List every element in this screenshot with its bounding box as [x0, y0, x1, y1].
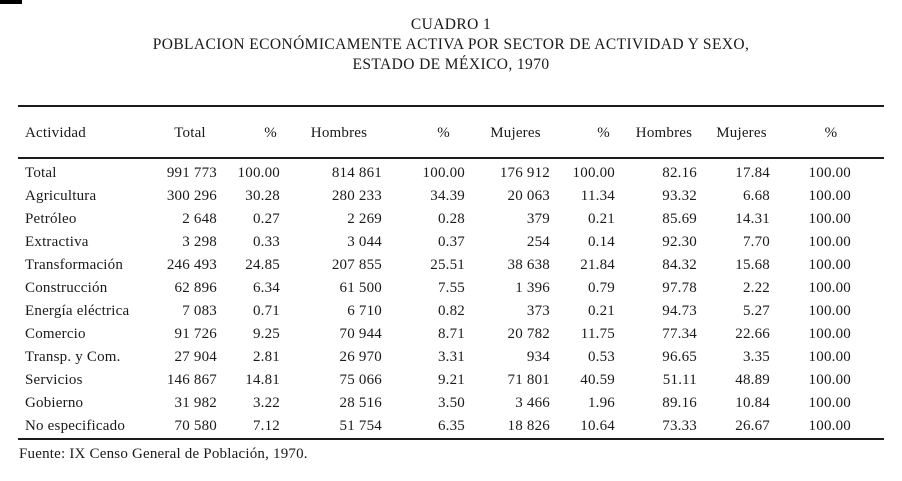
table-row — [18, 162, 884, 185]
value-cell: 20 063 — [507, 188, 550, 204]
statistics-table — [18, 105, 884, 440]
table-row — [18, 369, 884, 392]
value-cell: 100.00 — [808, 303, 851, 319]
value-cell: 991 773 — [166, 165, 217, 181]
value-cell: 40.59 — [580, 372, 615, 388]
value-cell: 100.00 — [808, 372, 851, 388]
value-cell: 3.31 — [437, 349, 465, 365]
value-cell: 11.34 — [580, 188, 615, 204]
value-cell: 2 269 — [347, 211, 382, 227]
value-cell: 3 044 — [347, 234, 382, 250]
value-cell: 100.00 — [808, 349, 851, 365]
value-cell: 2.81 — [252, 349, 280, 365]
value-cell: 100.00 — [808, 234, 851, 250]
value-cell: 0.28 — [437, 211, 465, 227]
value-cell: 379 — [526, 211, 550, 227]
activity-cell: Construcción — [25, 280, 108, 296]
value-cell: 61 500 — [339, 280, 382, 296]
value-cell: 0.21 — [587, 211, 615, 227]
table-row — [18, 231, 884, 254]
value-cell: 6.35 — [437, 418, 465, 434]
value-cell: 77.34 — [662, 326, 697, 342]
source-note: Fuente: IX Censo General de Población, 1970. — [19, 446, 308, 462]
value-cell: 31 982 — [174, 395, 217, 411]
value-cell: 48.89 — [735, 372, 770, 388]
value-cell: 176 912 — [499, 165, 550, 181]
value-cell: 14.31 — [735, 211, 770, 227]
value-cell: 100.00 — [808, 418, 851, 434]
value-cell: 6 710 — [347, 303, 382, 319]
value-cell: 96.65 — [662, 349, 697, 365]
value-cell: 75 066 — [339, 372, 382, 388]
value-cell: 30.28 — [245, 188, 280, 204]
title-line-1: CUADRO 1 — [410, 16, 492, 33]
value-cell: 1.96 — [587, 395, 615, 411]
value-cell: 100.00 — [422, 165, 465, 181]
value-cell: 6.68 — [742, 188, 770, 204]
value-cell: 15.68 — [735, 257, 770, 273]
value-cell: 2 648 — [182, 211, 217, 227]
activity-cell: Agricultura — [25, 188, 97, 204]
value-cell: 51 754 — [339, 418, 382, 434]
value-cell: 82.16 — [662, 165, 697, 181]
value-cell: 100.00 — [808, 280, 851, 296]
value-cell: 8.71 — [437, 326, 465, 342]
col-header-total: Total — [155, 106, 225, 158]
value-cell: 26 970 — [339, 349, 382, 365]
activity-cell: Transformación — [25, 257, 124, 273]
activity-cell: No especificado — [25, 418, 126, 434]
value-cell: 0.79 — [587, 280, 615, 296]
value-cell: 0.37 — [437, 234, 465, 250]
value-cell: 100.00 — [808, 188, 851, 204]
value-cell: 17.84 — [735, 165, 770, 181]
value-cell: 11.75 — [580, 326, 615, 342]
table-row — [18, 323, 884, 346]
table-row — [18, 415, 884, 439]
col-header-pct-row: % — [778, 106, 884, 158]
value-cell: 100.00 — [808, 326, 851, 342]
table-row — [18, 208, 884, 231]
value-cell: 0.71 — [252, 303, 280, 319]
table-header — [18, 106, 884, 158]
value-cell: 3.35 — [742, 349, 770, 365]
value-cell: 373 — [526, 303, 550, 319]
col-header-mujeres-share: Mujeres — [705, 106, 778, 158]
col-header-actividad: Actividad — [18, 106, 155, 158]
table-row — [18, 346, 884, 369]
table-row — [18, 392, 884, 415]
value-cell: 22.66 — [735, 326, 770, 342]
value-cell: 0.14 — [587, 234, 615, 250]
value-cell: 51.11 — [662, 372, 697, 388]
table-row — [18, 254, 884, 277]
value-cell: 100.00 — [237, 165, 280, 181]
value-cell: 18 826 — [507, 418, 550, 434]
value-cell: 280 233 — [331, 188, 382, 204]
value-cell: 10.64 — [580, 418, 615, 434]
value-cell: 62 896 — [174, 280, 217, 296]
col-header-hombres: Hombres — [288, 106, 390, 158]
activity-cell: Extractiva — [25, 234, 89, 250]
activity-cell: Servicios — [25, 372, 83, 388]
table-row — [18, 300, 884, 323]
title-line-3: ESTADO DE MÉXICO, 1970 — [352, 56, 550, 73]
col-header-mujeres: Mujeres — [473, 106, 558, 158]
value-cell: 0.21 — [587, 303, 615, 319]
value-cell: 7.70 — [742, 234, 770, 250]
value-cell: 100.00 — [808, 395, 851, 411]
value-cell: 10.84 — [735, 395, 770, 411]
value-cell: 814 861 — [331, 165, 382, 181]
value-cell: 24.85 — [245, 257, 280, 273]
value-cell: 0.27 — [252, 211, 280, 227]
value-cell: 100.00 — [572, 165, 615, 181]
value-cell: 93.32 — [662, 188, 697, 204]
value-cell: 25.51 — [430, 257, 465, 273]
table-title — [0, 0, 902, 75]
value-cell: 3.50 — [437, 395, 465, 411]
value-cell: 1 396 — [515, 280, 550, 296]
value-cell: 5.27 — [742, 303, 770, 319]
value-cell: 6.34 — [252, 280, 280, 296]
header-row — [18, 106, 884, 158]
title-line-2: POBLACION ECONÓMICAMENTE ACTIVA POR SECTOR DE ACTIVIDAD Y SEXO, — [152, 36, 750, 53]
value-cell: 92.30 — [662, 234, 697, 250]
value-cell: 300 296 — [166, 188, 217, 204]
value-cell: 2.22 — [742, 280, 770, 296]
activity-cell: Total — [25, 165, 57, 181]
value-cell: 85.69 — [662, 211, 697, 227]
value-cell: 0.82 — [437, 303, 465, 319]
value-cell: 94.73 — [662, 303, 697, 319]
value-cell: 3 466 — [515, 395, 550, 411]
value-cell: 0.33 — [252, 234, 280, 250]
value-cell: 9.21 — [437, 372, 465, 388]
value-cell: 934 — [526, 349, 550, 365]
value-cell: 91 726 — [174, 326, 217, 342]
table-row — [18, 185, 884, 208]
value-cell: 34.39 — [430, 188, 465, 204]
value-cell: 100.00 — [808, 165, 851, 181]
col-header-pct-hombres: % — [390, 106, 473, 158]
value-cell: 254 — [526, 234, 550, 250]
value-cell: 70 580 — [174, 418, 217, 434]
value-cell: 207 855 — [331, 257, 382, 273]
value-cell: 73.33 — [662, 418, 697, 434]
value-cell: 7 083 — [182, 303, 217, 319]
value-cell: 38 638 — [507, 257, 550, 273]
activity-cell: Comercio — [25, 326, 86, 342]
activity-cell: Gobierno — [25, 395, 84, 411]
value-cell: 20 782 — [507, 326, 550, 342]
table-body — [18, 158, 884, 439]
value-cell: 3.22 — [252, 395, 280, 411]
value-cell: 7.12 — [252, 418, 280, 434]
value-cell: 14.81 — [245, 372, 280, 388]
activity-cell: Petróleo — [25, 211, 77, 227]
value-cell: 89.16 — [662, 395, 697, 411]
table-row — [18, 277, 884, 300]
value-cell: 246 493 — [166, 257, 217, 273]
value-cell: 26.67 — [735, 418, 770, 434]
value-cell: 28 516 — [339, 395, 382, 411]
value-cell: 71 801 — [507, 372, 550, 388]
value-cell: 100.00 — [808, 211, 851, 227]
value-cell: 21.84 — [580, 257, 615, 273]
value-cell: 97.78 — [662, 280, 697, 296]
value-cell: 146 867 — [166, 372, 217, 388]
value-cell: 7.55 — [437, 280, 465, 296]
col-header-hombres-share: Hombres — [623, 106, 705, 158]
col-header-pct-total: % — [225, 106, 288, 158]
value-cell: 0.53 — [587, 349, 615, 365]
value-cell: 27 904 — [174, 349, 217, 365]
value-cell: 100.00 — [808, 257, 851, 273]
value-cell: 9.25 — [252, 326, 280, 342]
activity-cell: Transp. y Com. — [25, 349, 121, 365]
activity-cell: Energía eléctrica — [25, 303, 130, 319]
value-cell: 84.32 — [662, 257, 697, 273]
value-cell: 3 298 — [182, 234, 217, 250]
col-header-pct-mujeres: % — [558, 106, 623, 158]
value-cell: 70 944 — [339, 326, 382, 342]
